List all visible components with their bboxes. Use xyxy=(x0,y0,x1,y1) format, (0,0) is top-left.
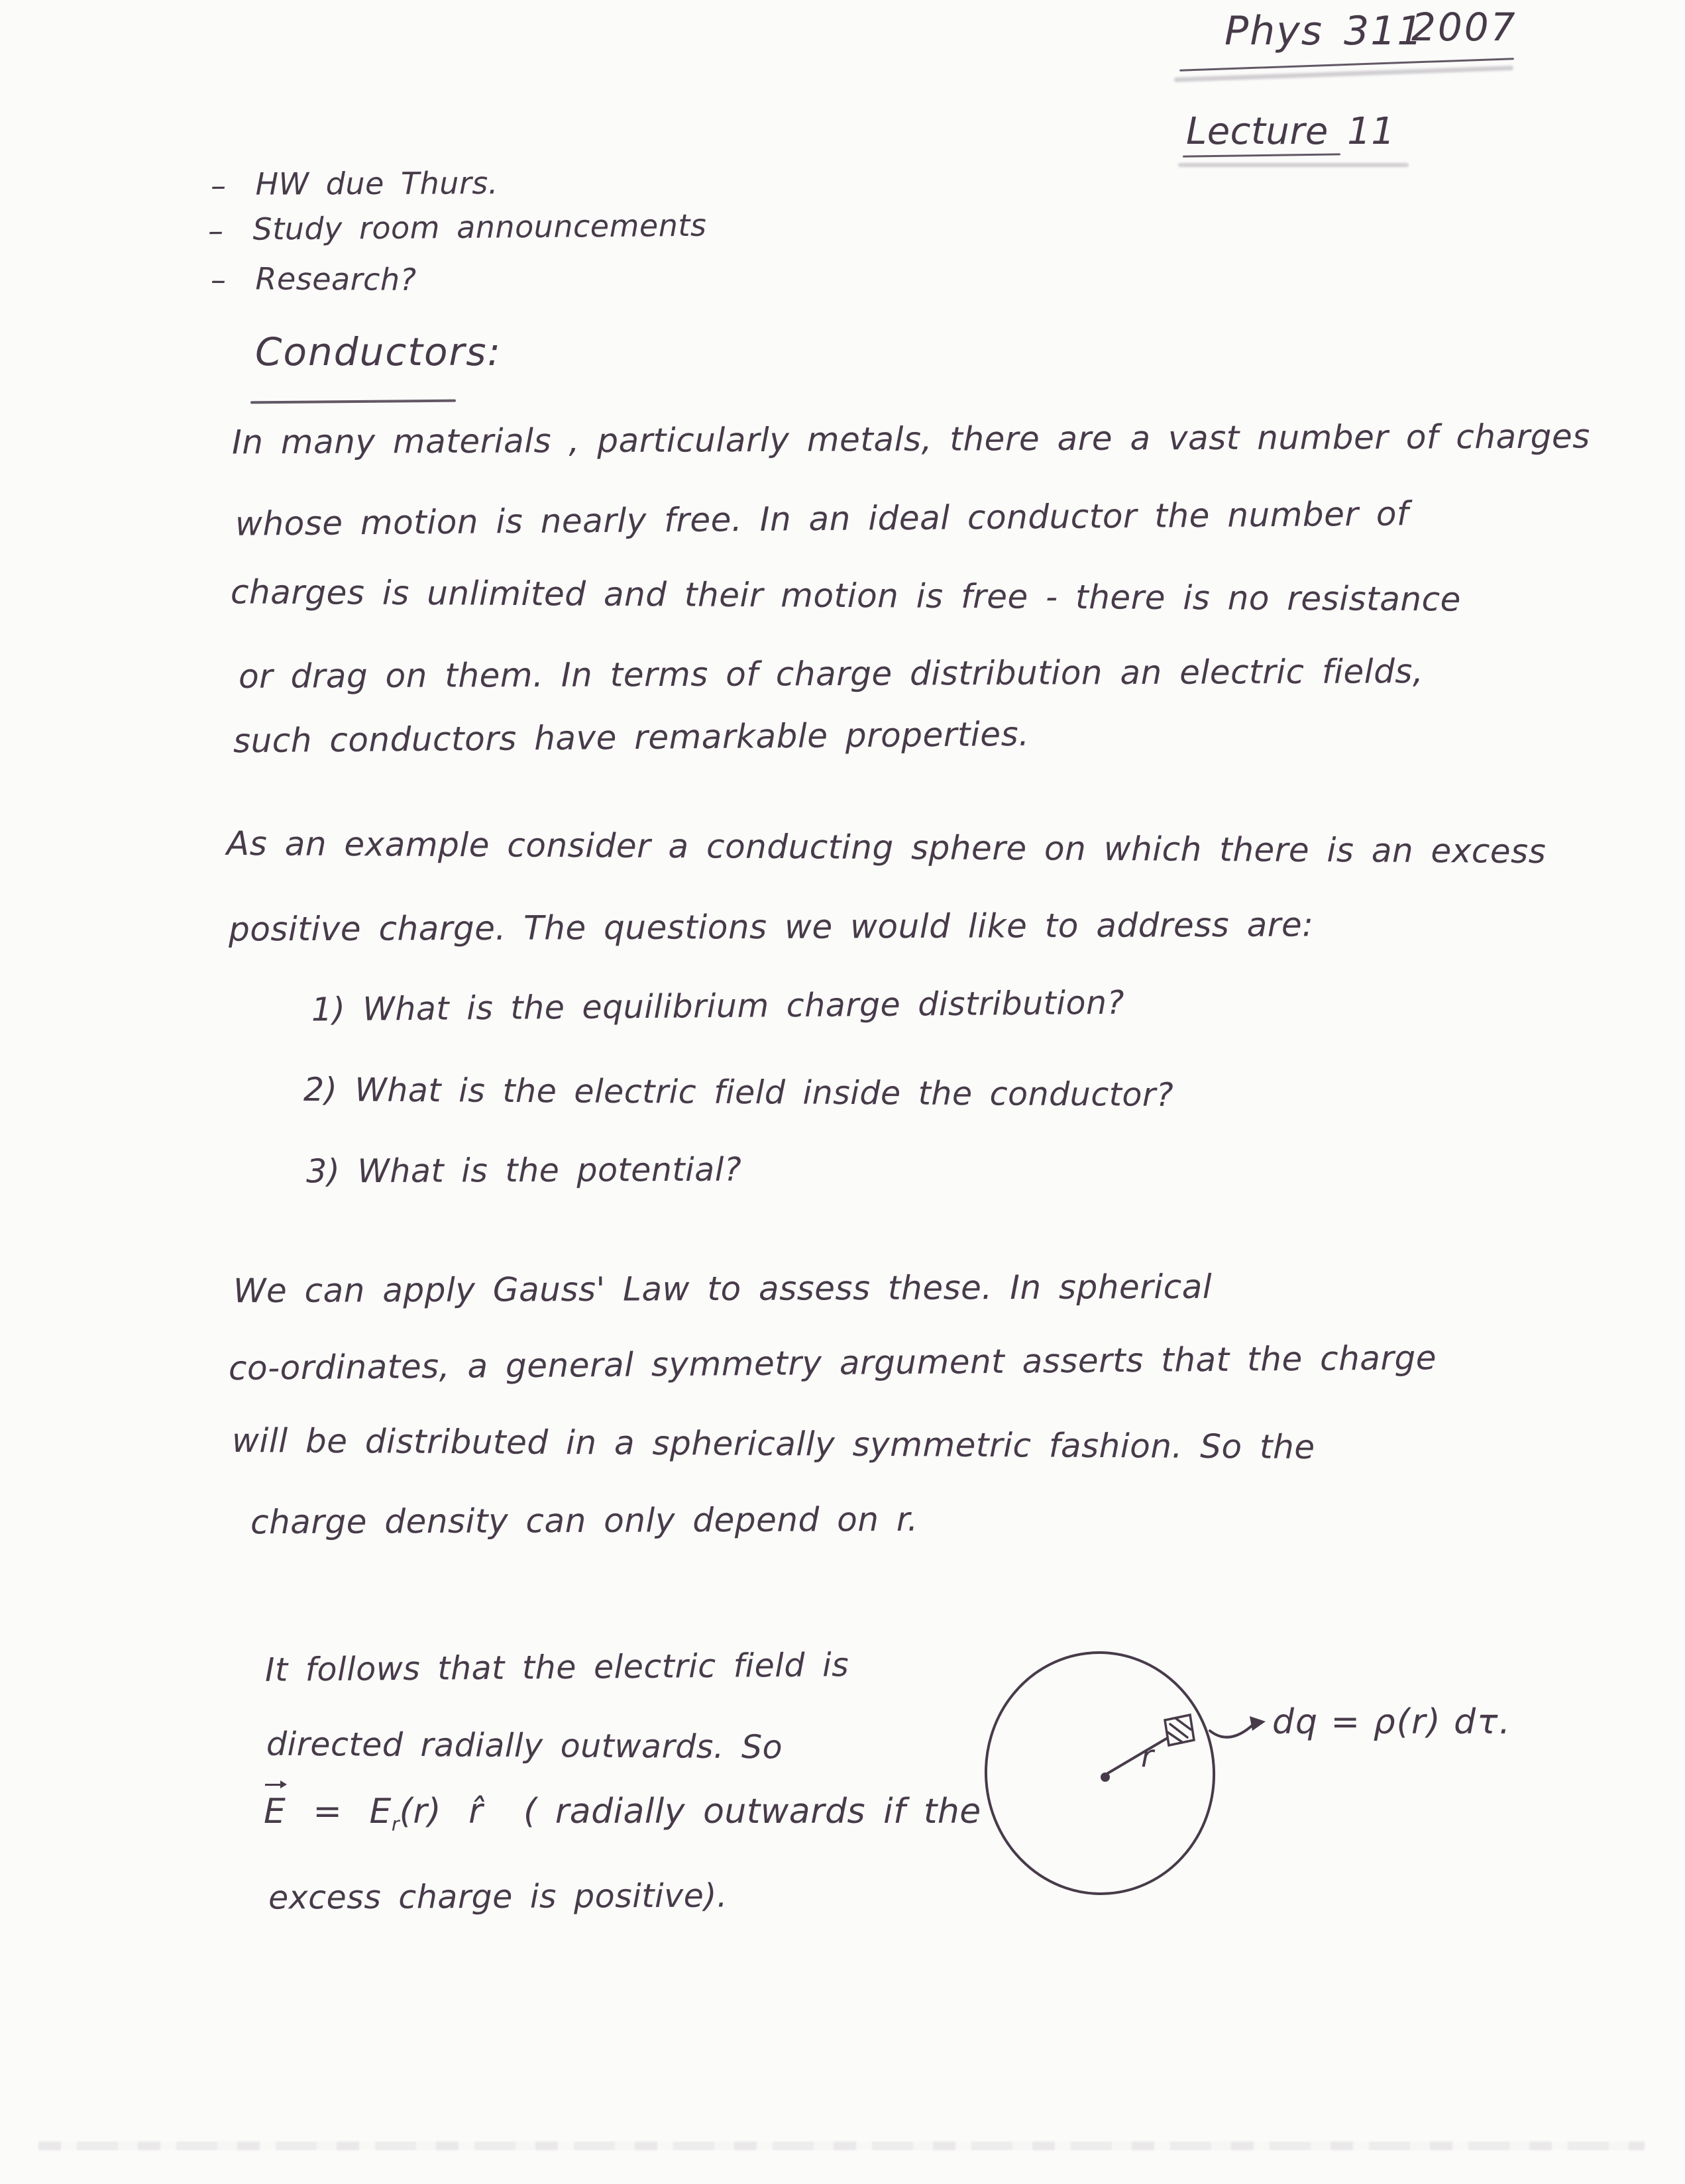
paragraph-line: excess charge is positive). xyxy=(268,1877,728,1917)
pointer-arrowhead xyxy=(1250,1716,1266,1731)
lecture-title: Lecture 11 xyxy=(1186,110,1395,153)
paragraph-line: such conductors have remarkable properties. xyxy=(233,714,1030,761)
center-dot xyxy=(1102,1774,1109,1780)
question-item: 1) What is the equilibrium charge distribution? xyxy=(311,983,1125,1029)
paragraph-line: As an example consider a conducting sphere on which there is an excess xyxy=(226,824,1547,871)
radius-line xyxy=(1108,1739,1166,1773)
equation-note: ( radially outwards if the xyxy=(523,1792,981,1831)
question-item: 2) What is the electric field inside the conductor? xyxy=(303,1070,1174,1115)
field-subscript: r xyxy=(391,1812,400,1835)
announcement-item xyxy=(207,207,707,249)
pointer-arrow xyxy=(1210,1724,1254,1737)
header-year: 2007 xyxy=(1411,5,1517,50)
paragraph-line: will be distributed in a spherically symmetric fashion. So the xyxy=(231,1421,1315,1466)
sphere-outline xyxy=(978,1645,1223,1901)
paragraph-line: It follows that the electric field is xyxy=(264,1646,849,1689)
paragraph-line: charge density can only depend on r. xyxy=(250,1500,918,1542)
paragraph-line: positive charge. The questions we would like to address are: xyxy=(228,905,1314,949)
unit-vector-r: r̂ xyxy=(468,1792,483,1831)
lecture-underline xyxy=(1183,153,1340,157)
field-component: E xyxy=(369,1792,392,1831)
bullet-dash: – xyxy=(210,167,227,203)
section-underline xyxy=(250,400,456,404)
sphere-diagram xyxy=(921,1590,1531,1961)
announcement-text: Study room announcements xyxy=(252,207,707,247)
paragraph-line: or drag on them. In terms of charge distribution an electric fields, xyxy=(238,652,1424,696)
announcement-text: HW due Thurs. xyxy=(255,165,499,202)
section-title: Conductors: xyxy=(255,329,502,374)
lecture-underline-smudge xyxy=(1178,163,1409,167)
volume-element xyxy=(1165,1715,1194,1745)
bleed-through-smudge xyxy=(38,2142,1645,2150)
vector-E-symbol: E xyxy=(264,1792,286,1831)
paragraph-line: directed radially outwards. So xyxy=(266,1725,783,1767)
radius-label: r xyxy=(1141,1738,1154,1774)
announcement-item xyxy=(211,166,498,201)
bullet-dash: – xyxy=(210,262,227,298)
equals-sign: = xyxy=(313,1792,343,1831)
charge-element-label: dq = ρ(r) dτ. xyxy=(1272,1702,1511,1742)
field-argument: (r) xyxy=(399,1792,442,1831)
question-item: 3) What is the potential? xyxy=(305,1150,742,1191)
announcement-item xyxy=(211,262,417,296)
paragraph-line: charges is unlimited and their motion is free - there is no resistance xyxy=(230,573,1462,619)
header-course: Phys 311 xyxy=(1224,8,1424,54)
paragraph-line: whose motion is nearly free. In an ideal conductor the number of xyxy=(235,494,1409,543)
paragraph-line: co-ordinates, a general symmetry argument asserts that the charge xyxy=(228,1338,1437,1388)
announcement-text: Research? xyxy=(255,260,417,298)
field-equation xyxy=(264,1793,981,1835)
paragraph-line: We can apply Gauss' Law to assess these. In spherical xyxy=(233,1267,1213,1311)
bullet-dash: – xyxy=(207,213,224,249)
paragraph-line: In many materials , particularly metals, there are a vast number of charges xyxy=(231,417,1590,462)
